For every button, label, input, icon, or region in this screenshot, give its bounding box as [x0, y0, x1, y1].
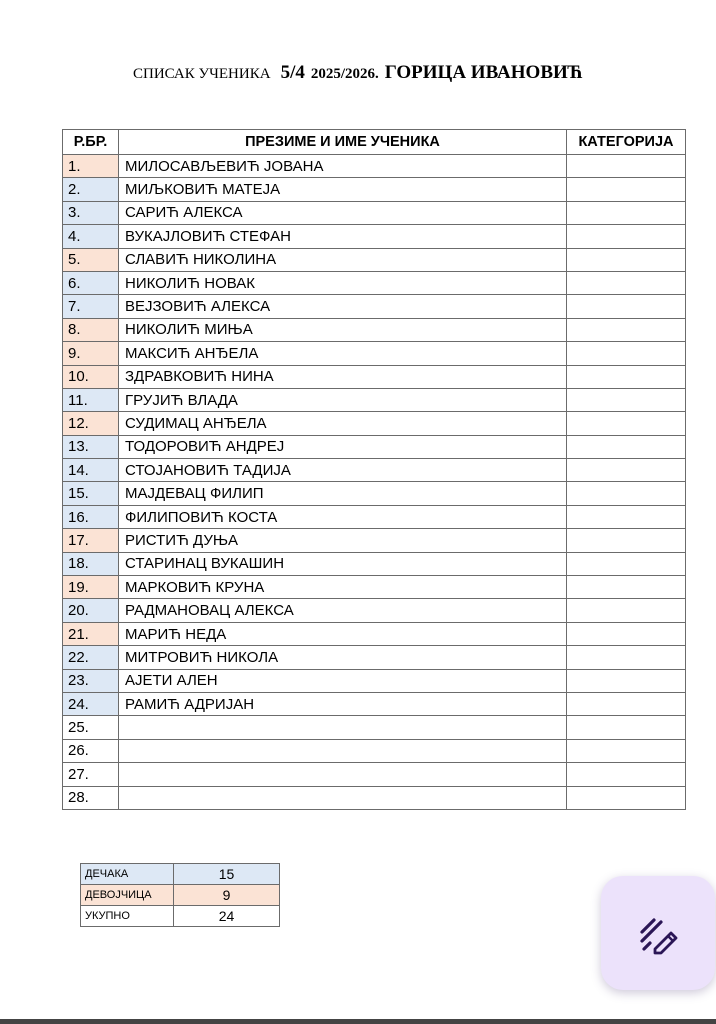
table-row: [63, 482, 686, 505]
row-number: 9.: [63, 342, 119, 365]
student-name: РИСТИЋ ДУЊА: [119, 529, 567, 552]
header-number: Р.БР.: [63, 130, 119, 155]
summary-body: [81, 864, 280, 927]
table-row: [63, 155, 686, 178]
title-label: СПИСАК УЧЕНИКА: [133, 66, 271, 82]
summary-row: [81, 906, 280, 927]
table-row: [63, 248, 686, 271]
student-name: САРИЋ АЛЕКСА: [119, 201, 567, 224]
student-category[interactable]: [567, 622, 686, 645]
summary-row: [81, 864, 280, 885]
bottom-edge: [0, 1019, 716, 1024]
table-row: [63, 599, 686, 622]
student-name: МАРИЋ НЕДА: [119, 622, 567, 645]
table-row: [63, 669, 686, 692]
table-row: [63, 412, 686, 435]
row-number: 22.: [63, 646, 119, 669]
row-number: 24.: [63, 692, 119, 715]
title-class: 5/4: [280, 62, 305, 83]
student-category[interactable]: [567, 365, 686, 388]
row-number: 6.: [63, 271, 119, 294]
table-row: [63, 576, 686, 599]
title-school-year: 2025/2026.: [310, 66, 379, 82]
summary-value: 15: [174, 864, 280, 885]
summary-label: ДЕВОЈЧИЦА: [81, 885, 174, 906]
student-name: СЛАВИЋ НИКОЛИНА: [119, 248, 567, 271]
student-category[interactable]: [567, 763, 686, 786]
student-name: ЗДРАВКОВИЋ НИНА: [119, 365, 567, 388]
student-name: ФИЛИПОВИЋ КОСТА: [119, 505, 567, 528]
student-name: МИЉКОВИЋ МАТЕЈА: [119, 178, 567, 201]
row-number: 4.: [63, 225, 119, 248]
student-category[interactable]: [567, 692, 686, 715]
table-row: [63, 201, 686, 224]
header-student-name: ПРЕЗИМЕ И ИМЕ УЧЕНИКА: [119, 130, 567, 155]
row-number: 1.: [63, 155, 119, 178]
student-category[interactable]: [567, 786, 686, 809]
student-category[interactable]: [567, 646, 686, 669]
student-name: [119, 739, 567, 762]
table-row: [63, 459, 686, 482]
student-name: МАЈДЕВАЦ ФИЛИП: [119, 482, 567, 505]
student-category[interactable]: [567, 459, 686, 482]
table-header-row: [63, 130, 686, 155]
table-row: [63, 178, 686, 201]
row-number: 3.: [63, 201, 119, 224]
header-category: КАТЕГОРИЈА: [567, 130, 686, 155]
student-roster-table: [62, 129, 686, 810]
row-number: 28.: [63, 786, 119, 809]
title-teacher: ГОРИЦА ИВАНОВИЋ: [384, 62, 583, 83]
table-row: [63, 342, 686, 365]
student-category[interactable]: [567, 435, 686, 458]
summary-label: ДЕЧАКА: [81, 864, 174, 885]
student-name: РАМИЋ АДРИЈАН: [119, 692, 567, 715]
row-number: 20.: [63, 599, 119, 622]
student-name: [119, 716, 567, 739]
row-number: 21.: [63, 622, 119, 645]
row-number: 26.: [63, 739, 119, 762]
student-name: НИКОЛИЋ НОВАК: [119, 271, 567, 294]
student-name: МАКСИЋ АНЂЕЛА: [119, 342, 567, 365]
student-name: АЈЕТИ АЛЕН: [119, 669, 567, 692]
table-row: [63, 505, 686, 528]
gender-summary-table: [80, 863, 280, 927]
page-title: [0, 62, 716, 84]
table-row: [63, 388, 686, 411]
table-row: [63, 646, 686, 669]
student-category[interactable]: [567, 155, 686, 178]
student-name: СУДИМАЦ АНЂЕЛА: [119, 412, 567, 435]
student-name: ТОДОРОВИЋ АНДРЕЈ: [119, 435, 567, 458]
table-row: [63, 552, 686, 575]
table-row: [63, 365, 686, 388]
row-number: 13.: [63, 435, 119, 458]
student-category[interactable]: [567, 388, 686, 411]
student-name: ВУКАЈЛОВИЋ СТЕФАН: [119, 225, 567, 248]
student-category[interactable]: [567, 482, 686, 505]
student-name: МИТРОВИЋ НИКОЛА: [119, 646, 567, 669]
student-name: МИЛОСАВЉЕВИЋ ЈОВАНА: [119, 155, 567, 178]
pen-scribble-icon: [636, 911, 680, 955]
student-category[interactable]: [567, 739, 686, 762]
table-row: [63, 318, 686, 341]
annotate-button[interactable]: [601, 876, 715, 990]
row-number: 2.: [63, 178, 119, 201]
student-name: НИКОЛИЋ МИЊА: [119, 318, 567, 341]
student-category[interactable]: [567, 599, 686, 622]
student-category[interactable]: [567, 505, 686, 528]
roster-body: [63, 155, 686, 810]
student-name: СТАРИНАЦ ВУКАШИН: [119, 552, 567, 575]
student-name: РАДМАНОВАЦ АЛЕКСА: [119, 599, 567, 622]
table-row: [63, 622, 686, 645]
student-name: МАРКОВИЋ КРУНА: [119, 576, 567, 599]
row-number: 15.: [63, 482, 119, 505]
row-number: 5.: [63, 248, 119, 271]
row-number: 16.: [63, 505, 119, 528]
table-row: [63, 225, 686, 248]
student-category[interactable]: [567, 271, 686, 294]
row-number: 17.: [63, 529, 119, 552]
table-row: [63, 529, 686, 552]
row-number: 19.: [63, 576, 119, 599]
row-number: 18.: [63, 552, 119, 575]
student-category[interactable]: [567, 225, 686, 248]
table-row: [63, 271, 686, 294]
table-row: [63, 739, 686, 762]
student-category[interactable]: [567, 342, 686, 365]
student-category[interactable]: [567, 318, 686, 341]
summary-label: УКУПНО: [81, 906, 174, 927]
row-number: 7.: [63, 295, 119, 318]
student-category[interactable]: [567, 552, 686, 575]
student-category[interactable]: [567, 716, 686, 739]
student-name: СТОЈАНОВИЋ ТАДИЈА: [119, 459, 567, 482]
row-number: 10.: [63, 365, 119, 388]
table-row: [63, 435, 686, 458]
student-name: [119, 763, 567, 786]
student-category[interactable]: [567, 178, 686, 201]
summary-value: 9: [174, 885, 280, 906]
table-row: [63, 692, 686, 715]
row-number: 14.: [63, 459, 119, 482]
student-category[interactable]: [567, 669, 686, 692]
student-name: ГРУЈИЋ ВЛАДА: [119, 388, 567, 411]
summary-value: 24: [174, 906, 280, 927]
student-category[interactable]: [567, 412, 686, 435]
table-row: [63, 786, 686, 809]
student-category[interactable]: [567, 248, 686, 271]
student-name: [119, 786, 567, 809]
row-number: 8.: [63, 318, 119, 341]
student-name: ВЕЈЗОВИЋ АЛЕКСА: [119, 295, 567, 318]
row-number: 23.: [63, 669, 119, 692]
summary-row: [81, 885, 280, 906]
table-row: [63, 716, 686, 739]
row-number: 12.: [63, 412, 119, 435]
table-row: [63, 763, 686, 786]
table-row: [63, 295, 686, 318]
student-category[interactable]: [567, 576, 686, 599]
row-number: 11.: [63, 388, 119, 411]
student-category[interactable]: [567, 295, 686, 318]
row-number: 27.: [63, 763, 119, 786]
row-number: 25.: [63, 716, 119, 739]
student-category[interactable]: [567, 529, 686, 552]
student-category[interactable]: [567, 201, 686, 224]
